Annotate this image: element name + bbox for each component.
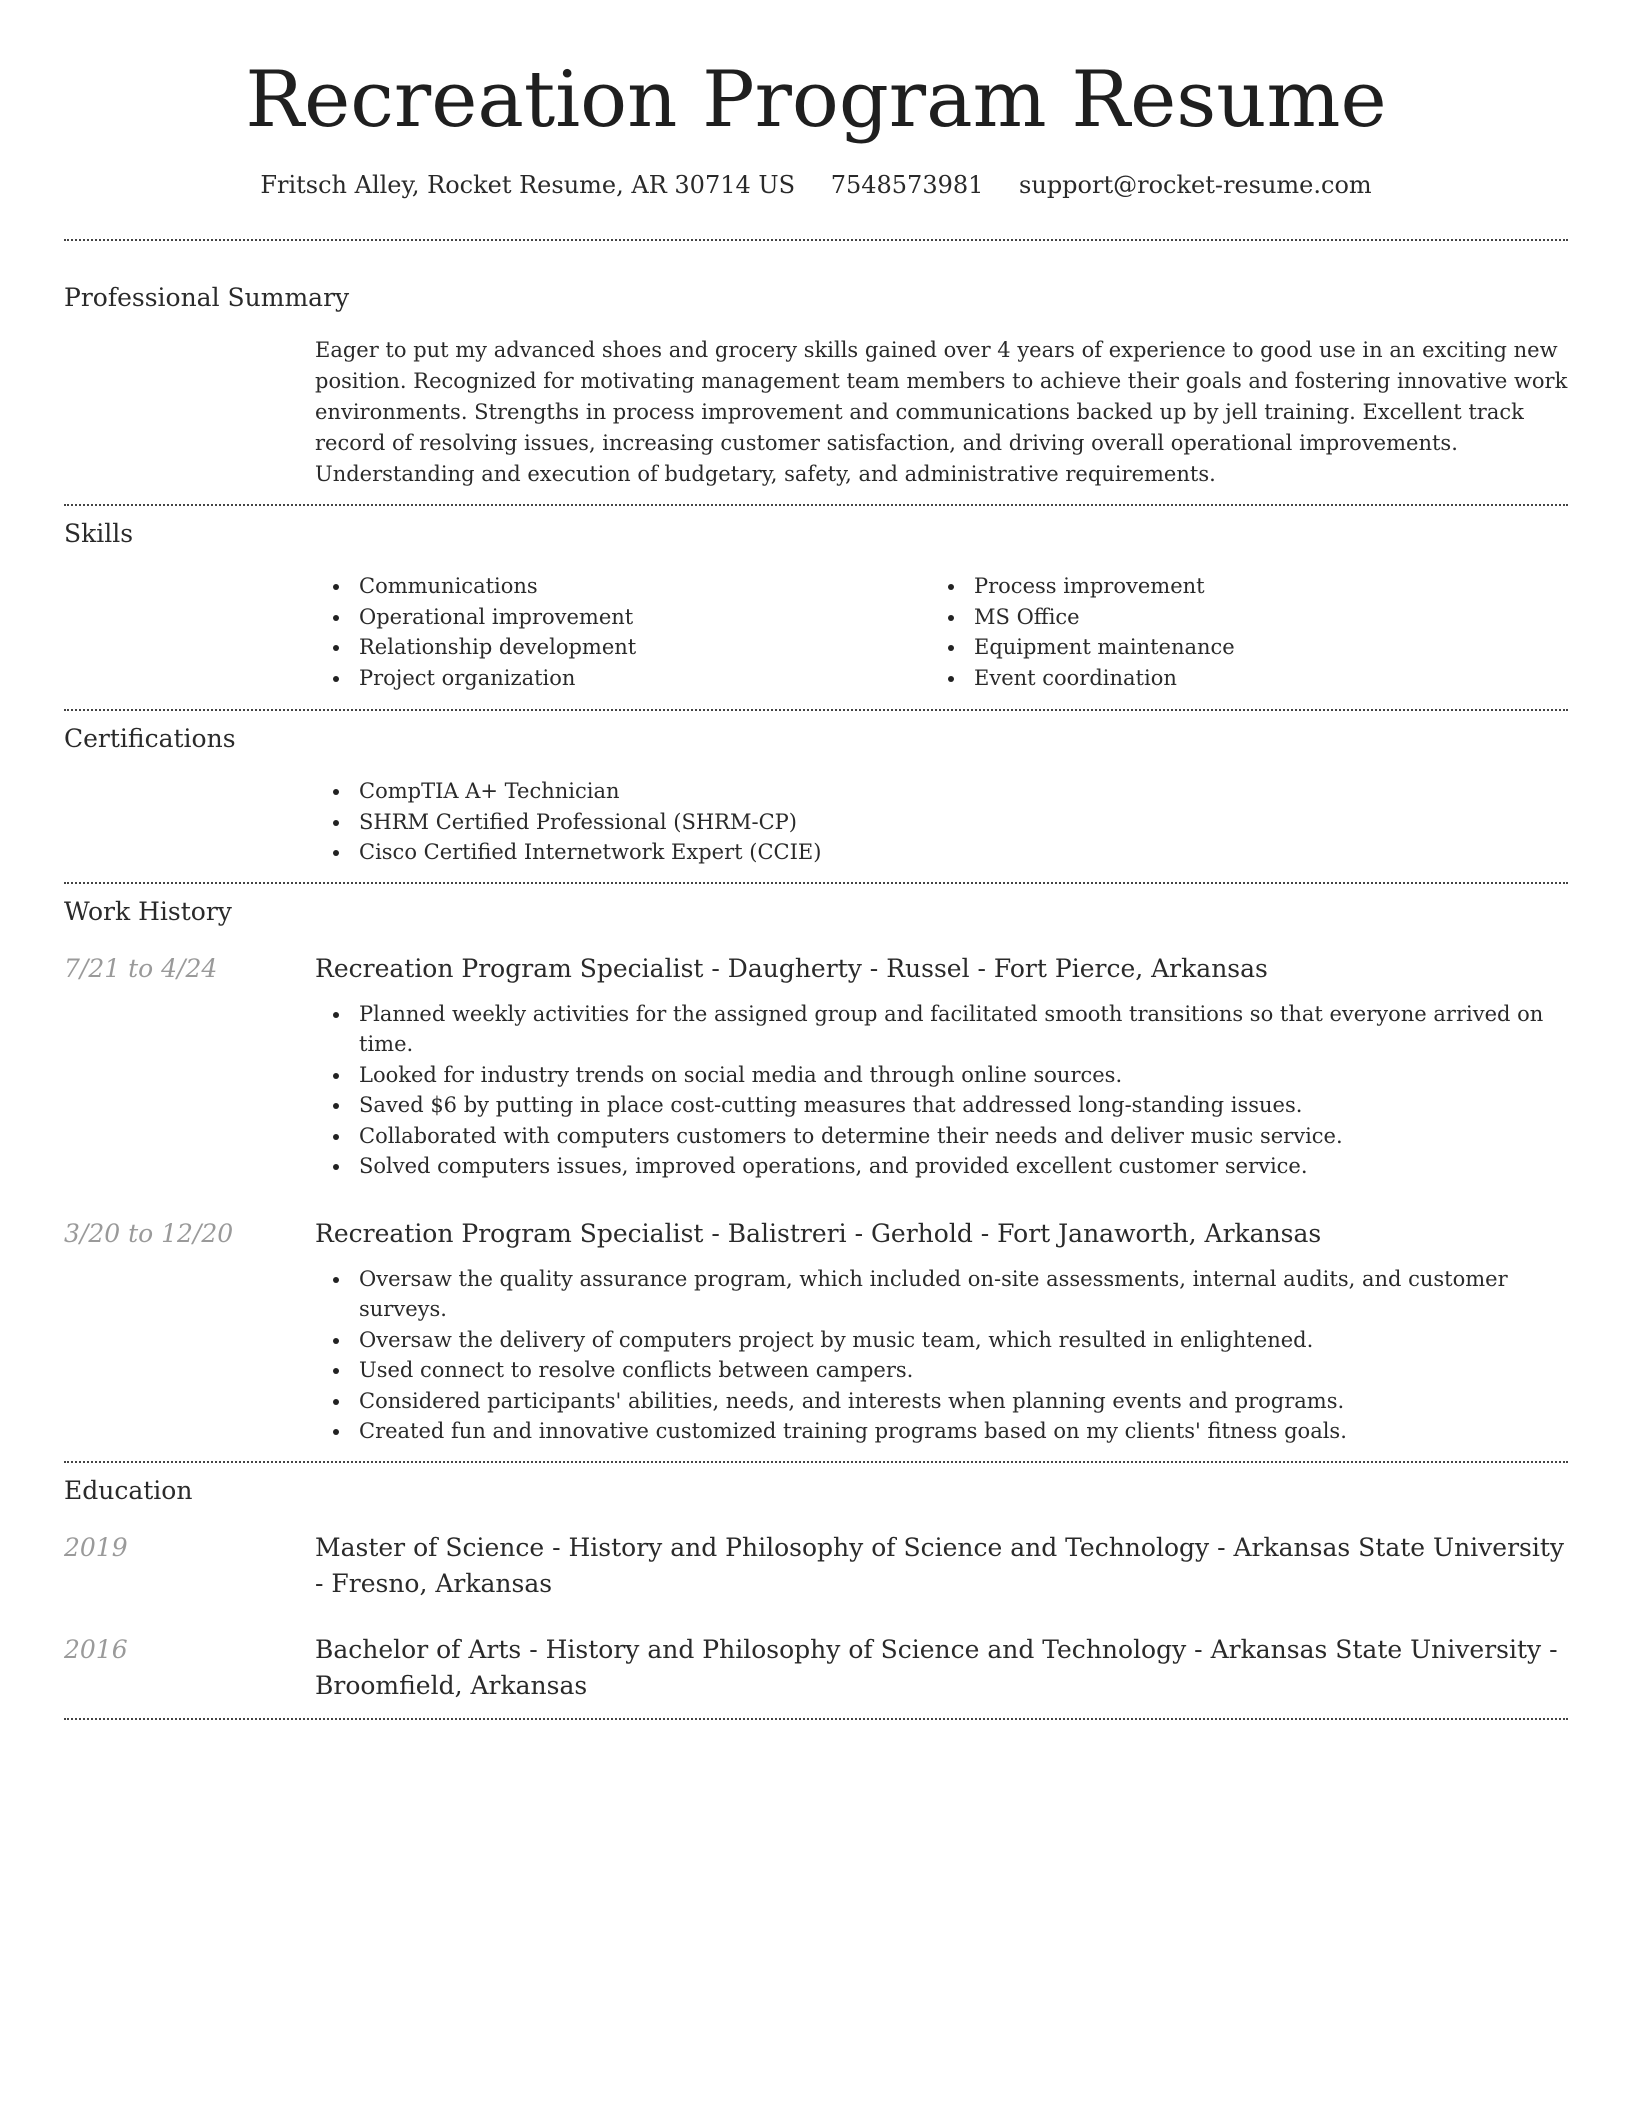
list-item: Saved $6 by putting in place cost-cutting measures that addressed long-standing issues. — [315, 1090, 1568, 1121]
list-item: Oversaw the delivery of computers project by music team, which resulted in enlightened. — [315, 1325, 1568, 1356]
job-body — [315, 1216, 1568, 1447]
job-dates: 7/21 to 4/24 — [64, 953, 218, 983]
job-entry — [64, 1216, 1568, 1447]
contact-line — [64, 168, 1568, 202]
divider — [64, 1461, 1568, 1463]
list-item: Cisco Certified Internetwork Expert (CCIE) — [315, 837, 1568, 868]
divider — [64, 504, 1568, 506]
skills-list-left — [315, 571, 930, 693]
list-item: Event coordination — [930, 663, 1545, 694]
job-body — [315, 951, 1568, 1182]
list-item: MS Office — [930, 602, 1545, 633]
summary-text: Eager to put my advanced shoes and grocery skills gained over 4 years of experience to good use in an exciting new position. Recognized for motivating management team members to achieve their goals and fostering innovative work environments. Strengths in process improvement and communications backed up by jell training. Excellent track record of resolving issues, increasing customer satisfaction, and driving overall operational improvements. Understanding and execution of budgetary, safety, and administrative requirements. — [315, 338, 1568, 486]
job-title: Recreation Program Specialist - Daugherty - Russel - Fort Pierce, Arkansas — [315, 953, 1268, 983]
list-item: Equipment maintenance — [930, 632, 1545, 663]
list-item: Collaborated with computers customers to determine their needs and deliver music service. — [315, 1121, 1568, 1152]
list-item: Looked for industry trends on social media and through online sources. — [315, 1060, 1568, 1091]
list-item: Project organization — [315, 663, 930, 694]
education-degree: Master of Science - History and Philosophy of Science and Technology - Arkansas State University - Fresno, Arkansas — [315, 1532, 1565, 1598]
divider — [64, 1718, 1568, 1720]
resume-page — [64, 0, 1568, 1720]
list-item: CompTIA A+ Technician — [315, 776, 1568, 807]
education-body — [315, 1632, 1568, 1704]
list-item: Solved computers issues, improved operations, and provided excellent customer service. — [315, 1151, 1568, 1182]
job-bullets — [315, 999, 1568, 1182]
resume-title: Recreation Program Resume — [245, 55, 1387, 145]
divider — [64, 882, 1568, 884]
job-dates: 3/20 to 12/20 — [64, 1218, 234, 1248]
certifications-list — [315, 776, 1568, 868]
list-item: SHRM Certified Professional (SHRM-CP) — [315, 807, 1568, 838]
education-year: 2016 — [64, 1634, 128, 1664]
divider — [64, 239, 1568, 241]
list-item: Communications — [315, 571, 930, 602]
job-entry — [64, 951, 1568, 1182]
contact-address: Fritsch Alley, Rocket Resume, AR 30714 US — [260, 171, 796, 199]
job-bullets — [315, 1264, 1568, 1447]
list-item: Planned weekly activities for the assigned group and facilitated smooth transitions so that everyone arrived on time. — [315, 999, 1568, 1060]
education-entry — [64, 1632, 1568, 1704]
list-item: Used connect to resolve conflicts between campers. — [315, 1355, 1568, 1386]
education-year: 2019 — [64, 1532, 128, 1562]
skills-list-right — [930, 571, 1545, 693]
contact-phone: 7548573981 — [830, 171, 984, 199]
list-item: Created fun and innovative customized training programs based on my clients' fitness goals. — [315, 1416, 1568, 1447]
list-item: Operational improvement — [315, 602, 930, 633]
list-item: Considered participants' abilities, needs, and interests when planning events and programs. — [315, 1386, 1568, 1417]
divider — [64, 709, 1568, 711]
education-degree: Bachelor of Arts - History and Philosophy of Science and Technology - Arkansas State University - Broomfield, Arkansas — [315, 1634, 1558, 1700]
education-body — [315, 1530, 1568, 1602]
skills-grid — [315, 571, 1568, 693]
list-item: Process improvement — [930, 571, 1545, 602]
section-title-work-history: Work History — [64, 896, 232, 926]
contact-email: support@rocket-resume.com — [1019, 171, 1372, 199]
certifications-block — [315, 776, 1568, 868]
section-title-education: Education — [64, 1475, 193, 1505]
resume-header — [64, 0, 1568, 202]
education-entry — [64, 1530, 1568, 1602]
list-item: Oversaw the quality assurance program, which included on-site assessments, internal audits, and customer surveys. — [315, 1264, 1568, 1325]
job-title: Recreation Program Specialist - Balistreri - Gerhold - Fort Janaworth, Arkansas — [315, 1218, 1322, 1248]
list-item: Relationship development — [315, 632, 930, 663]
section-title-summary: Professional Summary — [64, 283, 350, 312]
section-title-certifications: Certifications — [64, 724, 236, 753]
section-title-skills: Skills — [64, 519, 134, 548]
